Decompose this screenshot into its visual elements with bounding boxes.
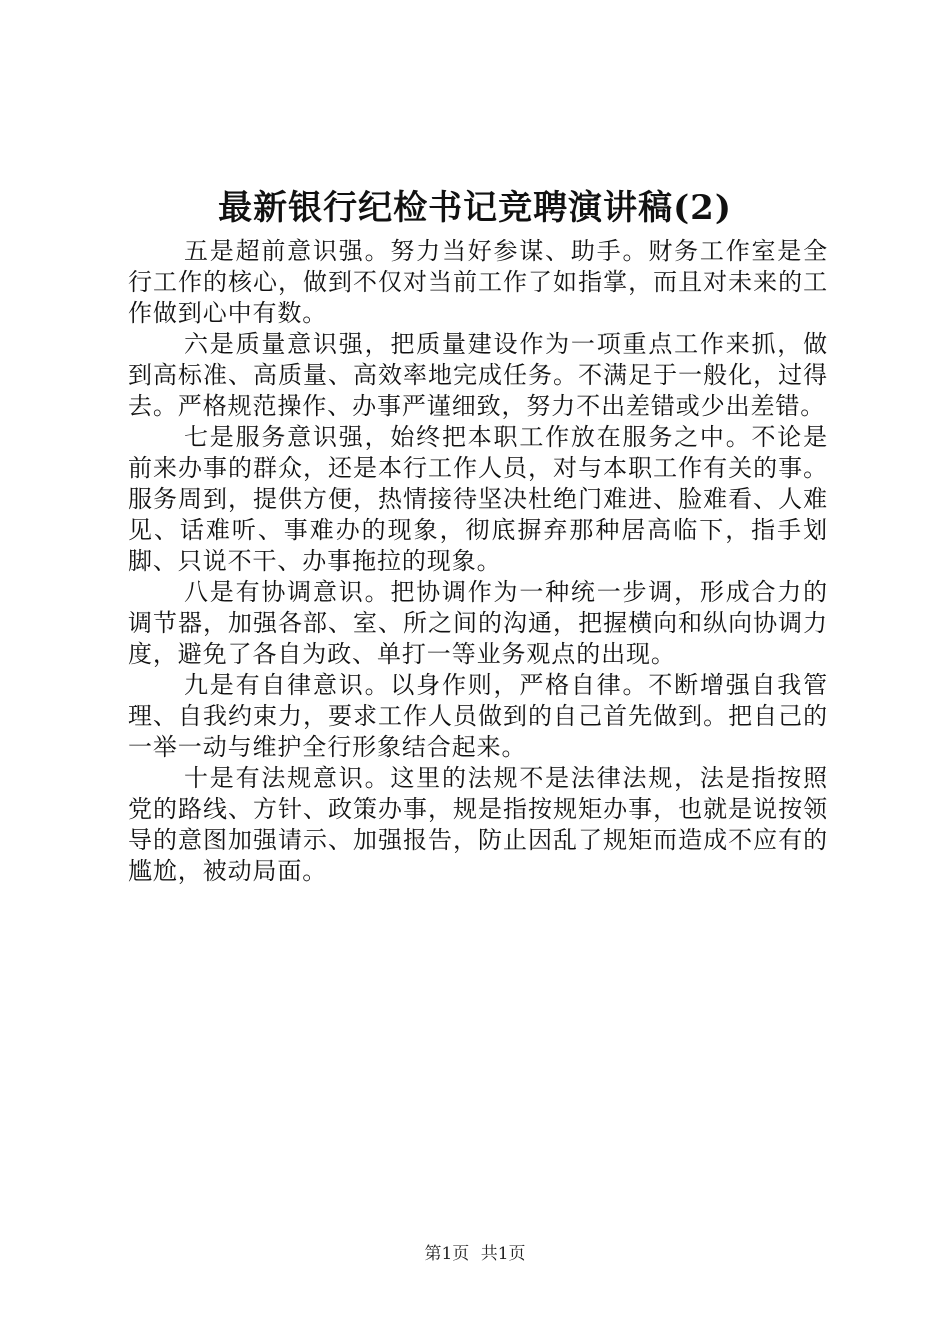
paragraph-7: 七是服务意识强，始终把本职工作放在服务之中。不论是前来办事的群众，还是本行工作人员，对与本职工作有关的事。服务周到，提供方便，热情接待坚决杜绝门难进、脸难看、人难见、话难听、事难办的现象，彻底摒弃那种居高临下，指手划脚、只说不干、办事拖拉的现象。 bbox=[128, 423, 828, 575]
paragraph-10: 十是有法规意识。这里的法规不是法律法规，法是指按照党的路线、方针、政策办事，规是指按规矩办事，也就是说按领导的意图加强请示、加强报告，防止因乱了规矩而造成不应有的尴尬，被动局面。 bbox=[128, 764, 828, 885]
paragraph-6: 六是质量意识强，把质量建设作为一项重点工作来抓，做到高标准、高质量、高效率地完成任务。不满足于一般化，过得去。严格规范操作、办事严谨细致，努力不出差错或少出差错。 bbox=[128, 330, 828, 420]
paragraph-9: 九是有自律意识。以身作则，严格自律。不断增强自我管理、自我约束力，要求工作人员做到的自己首先做到。把自己的一举一动与维护全行形象结合起来。 bbox=[128, 671, 828, 761]
page-number-total: 共1页 bbox=[480, 1244, 526, 1264]
paragraph-5: 五是超前意识强。努力当好参谋、助手。财务工作室是全行工作的核心，做到不仅对当前工作了如指掌，而且对未来的工作做到心中有数。 bbox=[128, 237, 828, 327]
document-body bbox=[128, 236, 828, 887]
page-number-current: 第1页 bbox=[424, 1244, 470, 1264]
page-footer bbox=[0, 1242, 950, 1266]
document-title: 最新银行纪检书记竞聘演讲稿(2) bbox=[218, 188, 732, 228]
paragraph-8: 八是有协调意识。把协调作为一种统一步调，形成合力的调节器，加强各部、室、所之间的沟通，把握横向和纵向协调力度，避免了各自为政、单打一等业务观点的出现。 bbox=[128, 578, 828, 668]
